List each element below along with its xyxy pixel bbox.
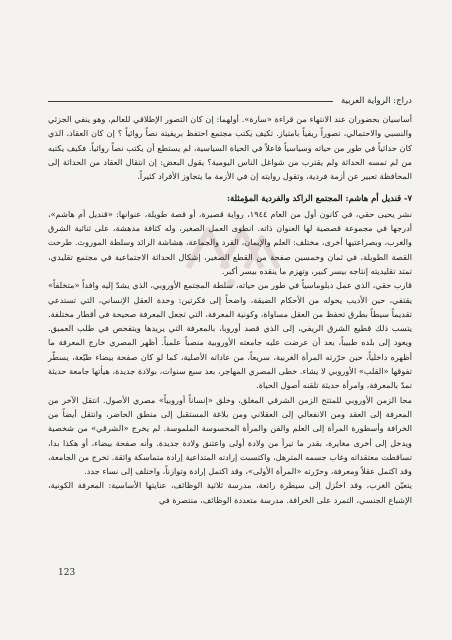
section-heading: ٧- قنديل أم هاشم: المجتمع الراكد والفردية المؤمثلة: [226, 193, 412, 204]
paragraph: نشر يحيى حقي، في كانون أول من العام ١٩٤٤، رواية قصيرة، أو قصة طويلة، عنوانها: «قنديل أم هاشم»، أدرجها في مجموعة قصصية لها العنوان ذاته. انطوى العمل الصغير، وله كثافة مدهشة، على ثنائية الشرق والغرب، وبصراعتيها أخرى، مختلف: العلم والإيمان، الفرد والجماعة، هشاشة الرائد وسلطة الموروث. طرحت القصة الطويلة، في ثمان وخمسين صفحة من القطع الصغير، إشكال الحداثة الاجتماعية في مجتمع تقليدي، تمتد تقليديته إنتاجه بيسر كبير، وتهزم ما ينقده بيسر أكبر. [48, 208, 412, 276]
paragraph: محا الزمن الأوروبي للمتتح الزمن الشرقي المغلق، وخلق «إنساناً أوروبياً» مصري الأصول. انتقل الآخر من المعرفة إلى العقد ومن الانفعالي إلى العقلاني ومن بلاغة المستقبل إلى منطق الحاضر، وانتقل أيضاً من الخرافة وأسطورة المرأة إلى العلم والفن والمرأة المحسوسة الملموسة. لم يخرج «الشرقي» من شخصية ويدخل إلى أخرى مغايرة، بقدر ما تيرأ من ولادة أولى واعتنق ولادة جديدة. وأنه صفحة بيضاء، أو هكذا بدا، تساقطت معتقداته وغاب جسمه المترهل، واكتسبت إرادته المتداعية إرادة متماسكة واثقة. تخرج من الجامعة، وقد اكتمل عقلاً ومعرفة، وحرّرته «المرأة الأولى»، وقد اكتمل إرادة وتوازناً، واختلف إلى نساء جدد. [48, 394, 412, 477]
paragraph: قارب حقي، الذي عمل دبلوماسياً في طور من حياته، سلطة المجتمع الأوروبي، الذي يشدّ إليه وافداً «متخلفاً» يقتفي، حين الأديب يحوله من الأحكام الضيقة، واضحاً إلى فكرتين: وحدة العقل الإنساني، التي تستدعي تقديماً سيطاً بطرق تحفظ من العقل مساواة، وكونية المعرفة، التي تجعل المعرفة صحيحة في أقطار مختلفة. يتسب ذلك قطيع الشرق الريفي، إلى الذي قصد أوروبا، بالمعرفة التي يريدها ويتفحص في طلب العميق. ويعود إلى بلده طبيباً، بعد أن عرضت عليه جامعته الأوروبية منصباً علمياً. أظهر المصري خارج المعرفة ما أظهره داخلياً، حين حرّرته المرأة الغربية، سريعاً، من عاداته الأصلية، كما لو كان صفحة بيضاء طيّعة، يسطّر تفوقها «القلب» الأوروبي لا يشاء. خطى المصري المهاجر، بعد سبع سنوات، بولادة جديدة، هيأتها جامعة حديثة تمدّ بالمعرفة، وامرأة حديثة تلقنه أصول الحياة. [48, 280, 412, 391]
header-rule [48, 101, 333, 102]
body-text [48, 112, 412, 507]
paragraph: أساسيان بحضوران عند الانتهاء من قراءة «سارة». أولهما: إن كان التصور الإطلاقي للعالم، وهو ينفي الجزئي والنسبي والاحتمالي، تصوراً ريفياً بامتياز. تكيف يكتب مجتمع احتفظ بريفيته نصاً روائياً ؟ إن كان العقاد، الذي كان حداثياً في طور من حياته وسياسياً فاعلاً في الحياة السياسية، لم يستطع أن يكتب نصاً روائياً. فكيف يكتبه من لم تمسه الحداثة ولم يقترب من شواغل الناس اليومية؟ يقول البعض: إن انتقال العقاد من الحداثة إلى المحافظة تعبير عن أزمة فردية، وتقول روايته إن في الأزمة ما يتجاوز الأفراد كثيراً. [48, 114, 412, 182]
running-title: دراج: الرواية العربية [340, 96, 412, 106]
paragraph: يتعيّن الغرب، وقد اختُزل إلى سيطرة رائعة، مدرسة ثلاثية الوظائف، عنايتها الأساسية: المعرفة الكونية، الإشباع الجنسي، التمرد على الخرافة. مدرسة متعددة الوظائف، منتصرة في [48, 480, 412, 505]
running-header [48, 96, 412, 106]
page-number: 123 [58, 568, 76, 578]
